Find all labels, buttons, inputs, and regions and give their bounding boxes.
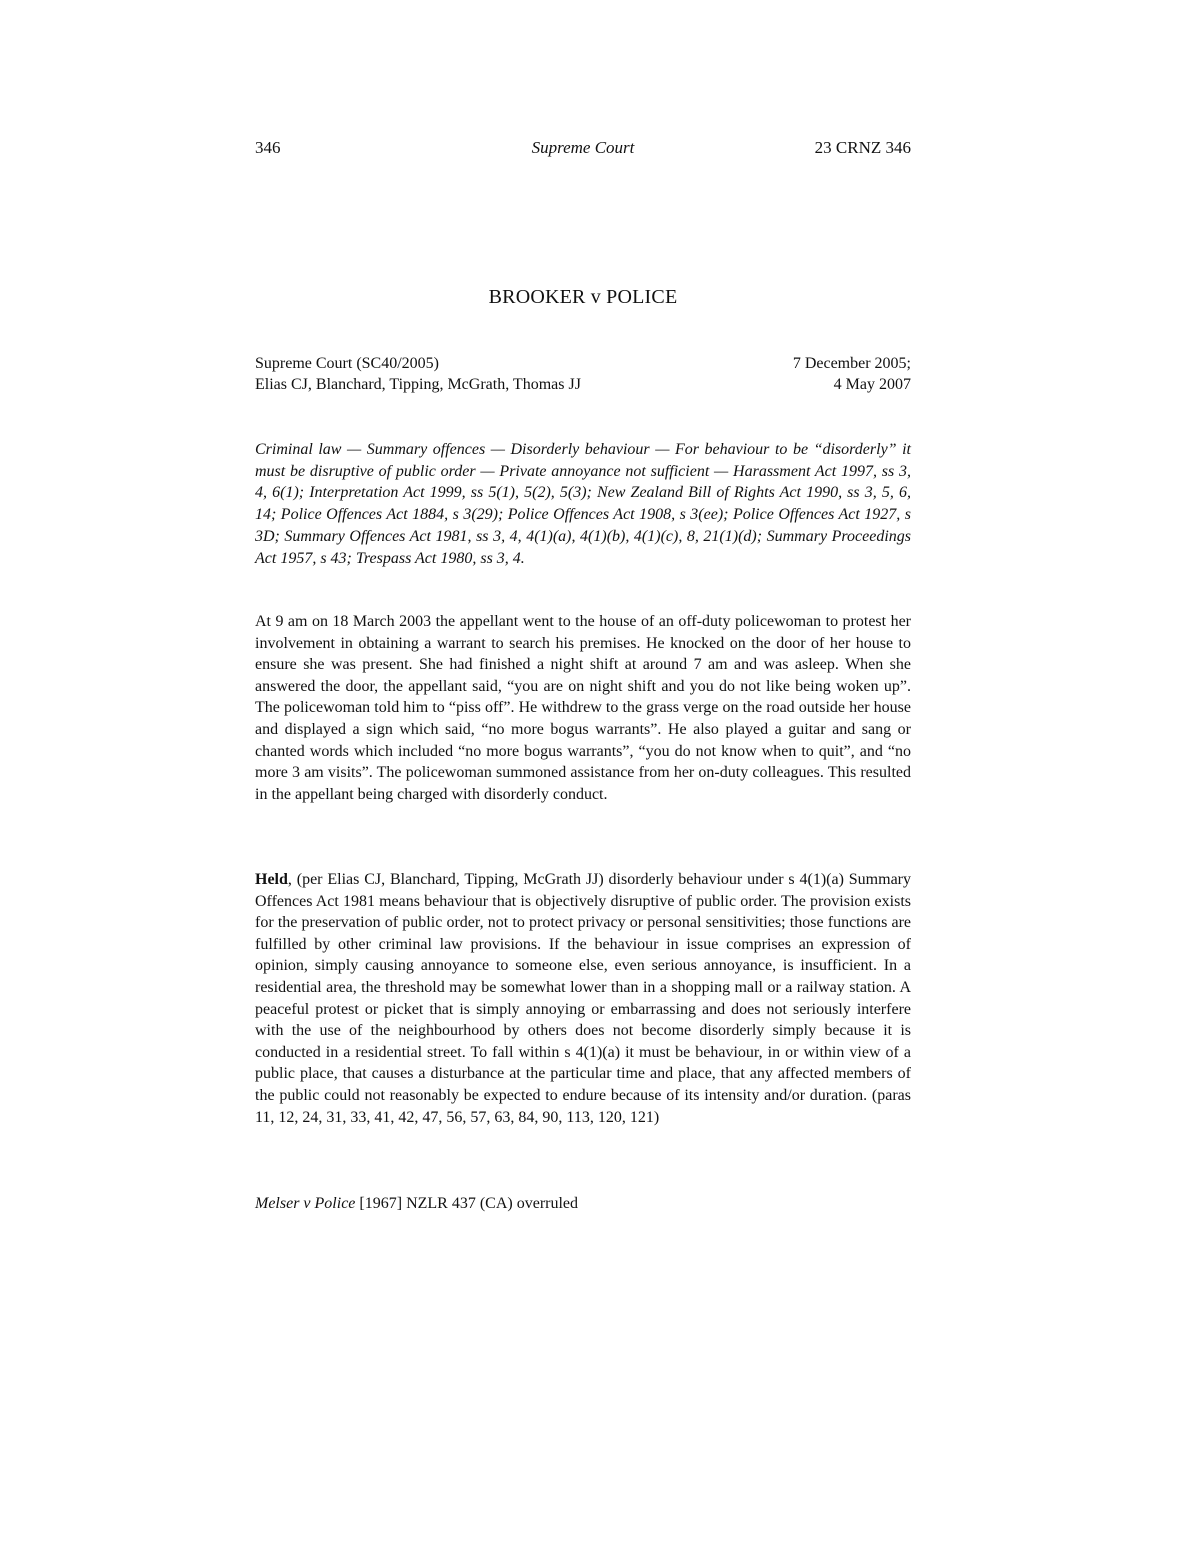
judges: Elias CJ, Blanchard, Tipping, McGrath, Thomas JJ: [255, 376, 581, 393]
held-label: Held: [255, 871, 288, 888]
court-name: Supreme Court (SC40/2005): [255, 355, 439, 372]
page-number: 346: [255, 138, 281, 157]
held-paragraph: [255, 869, 911, 1128]
court-running-title: Supreme Court: [531, 138, 635, 157]
judgment-date: 4 May 2007: [833, 376, 911, 393]
hearing-date: 7 December 2005;: [792, 355, 911, 372]
court-info: [255, 353, 911, 395]
overruled-case-name: Melser v Police: [255, 1195, 356, 1212]
court-row-2: [255, 374, 911, 395]
document-page: [255, 0, 911, 1553]
catchwords: Criminal law — Summary offences — Disorderly behaviour — For behaviour to be “disorderly” it must be disruptive of public order — Private annoyance not sufficient — Harassment Act 1997, ss 3, 4, 6(1); Interpretation Act 1999, ss 5(1), 5(2), 5(3); New Zealand Bill of Rights Act 1990, ss 3, 5, 6, 14; Police Offences Act 1884, s 3(29); Police Offences Act 1908, s 3(ee); Police Offences Act 1927, s 3D; Summary Offences Act 1981, ss 3, 4, 4(1)(a), 4(1)(b), 4(1)(c), 8, 21(1)(d); Summary Proceedings Act 1957, s 43; Trespass Act 1980, ss 3, 4.: [255, 441, 911, 567]
case-title: BROOKER v POLICE: [488, 286, 678, 308]
held-text: , (per Elias CJ, Blanchard, Tipping, McGrath JJ) disorderly behaviour under s 4(1)(a) Summary Offences Act 1981 means behaviour that is objectively disruptive of public order. The provision exists for the preservation of public order, not to protect privacy or personal sensitivities; those functions are fulfilled by other criminal law provisions. If the behaviour in issue comprises an expression of opinion, simply causing annoyance to someone else, even serious annoyance, is insufficient. In a residential area, the threshold may be somewhat lower than in a shopping mall or a railway station. A peaceful protest or picket that is simply annoying or embarrassing and does not seriously interfere with the use of the neighbourhood by others does not become disorderly simply because it is conducted in a residential street. To fall within s 4(1)(a) it must be behaviour, in or within view of a public place, that causes a disturbance at the particular time and place, that any affected members of the public could not reasonably be expected to endure because of its intensity and/or duration. (paras 11, 12, 24, 31, 33, 41, 42, 47, 56, 57, 63, 84, 90, 113, 120, 121): [255, 871, 911, 1126]
court-row-1: [255, 353, 911, 374]
running-header: [255, 137, 911, 159]
overruled-line: [255, 1193, 911, 1215]
facts-paragraph: At 9 am on 18 March 2003 the appellant went to the house of an off-duty policewoman to protest her involvement in obtaining a warrant to search his premises. He knocked on the door of her house to ensure she was present. She had finished a night shift at around 7 am and was asleep. When she answered the door, the appellant said, “you are on night shift and you do not like being woken up”. The policewoman told him to “piss off”. He withdrew to the grass verge on the road outside her house and displayed a sign which said, “no more bogus warrants”. He also played a guitar and sang or chanted words which included “no more bogus warrants”, “you do not know when to quit”, and “no more 3 am visits”. The policewoman summoned assistance from her on-duty colleagues. This resulted in the appellant being charged with disorderly conduct.: [255, 613, 911, 803]
overruled-citation: [1967] NZLR 437 (CA) overruled: [355, 1195, 579, 1212]
report-citation: 23 CRNZ 346: [814, 138, 911, 157]
